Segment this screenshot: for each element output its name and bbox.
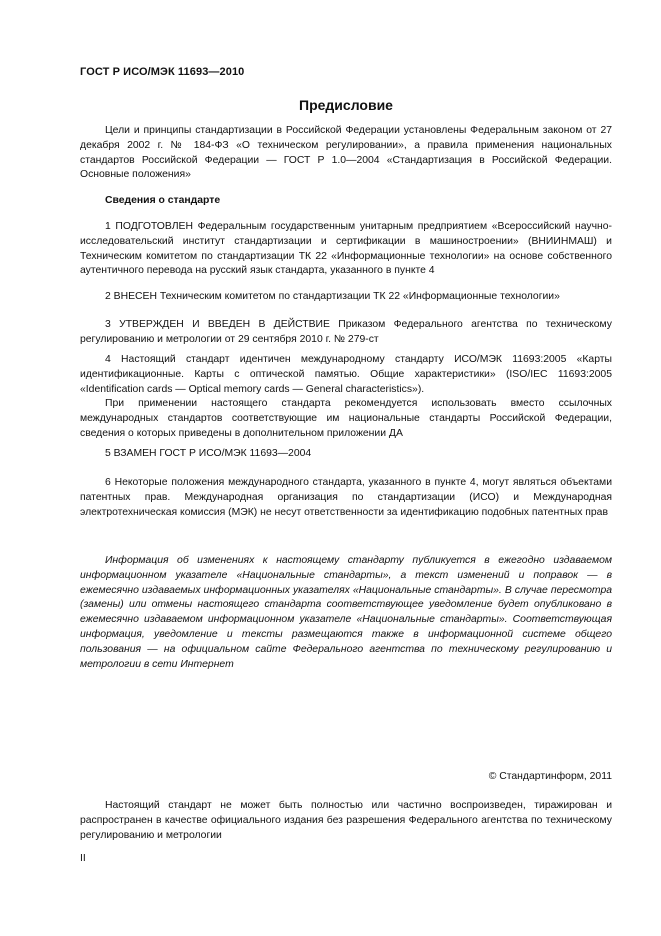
item-2-paragraph: 2 ВНЕСЕН Техническим комитетом по стандартизации ТК 22 «Информационные технологии» — [105, 291, 560, 302]
item-3-paragraph: 3 УТВЕРЖДЕН И ВВЕДЕН В ДЕЙСТВИЕ Приказом Федерального агентства по техническому регулированию и метрологии от 29 сентября 2010 г. № 279-ст — [80, 319, 612, 345]
intro-paragraph: Цели и принципы стандартизации в Российской Федерации установлены Федеральным законом от 27 декабря 2002 г. № 184-ФЗ «О техническом регулировании», а правила применения национальных стандартов Российской Федерации — ГОСТ Р 1.0—2004 «Стандартизация в Российской Федерации. Основные положения» — [80, 125, 612, 181]
copyright-line: © Стандартинформ, 2011 — [488, 771, 612, 782]
item-1-paragraph: 1 ПОДГОТОВЛЕН Федеральным государственным унитарным предприятием «Всероссийский научно-исследовательский институт стандартизации и сертификации в машиностроении» (ВНИИНМАШ) и Техническим комитетом по стандартизации ТК 22 «Информационные технологии» на основе собственного аутентичного перевода на русский язык стандарта, указанного в пункте 4 — [80, 221, 612, 277]
item-6-paragraph: 6 Некоторые положения международного стандарта, указанного в пункте 4, могут являться объектами патентных прав. Международная организация по стандартизации (ИСО) и Международная электротехническая комиссия (МЭК) не несут ответственности за идентификацию подобных патентных прав — [80, 477, 612, 518]
reproduction-notice-paragraph: Настоящий стандарт не может быть полностью или частично воспроизведен, тиражирован и распространен в качестве официального издания без разрешения Федерального агентства по техническому регулированию и метрологии — [80, 800, 612, 841]
item-4-note-paragraph: При применении настоящего стандарта рекомендуется использовать вместо ссылочных международных стандартов соответствующие им национальные стандарты Российской Федерации, сведения о которых приведены в дополнительном приложении ДА — [80, 398, 612, 439]
info-notice-paragraph: Информация об изменениях к настоящему стандарту публикуется в ежегодно издаваемом информационном указателе «Национальные стандарты», а текст изменений и поправок — в ежемесячно издаваемых информационных указателях «Национальные стандарты». В случае пересмотра (замены) или отмены настоящего стандарта соответствующее уведомление будет опубликовано в ежемесячно издаваемом информационном указателе «Национальные стандарты». Соответствующая информация, уведомление и тексты размещаются также в информационной системе общего пользования — на официальном сайте Федерального агентства по техническому регулированию и метрологии в сети Интернет — [80, 555, 612, 670]
standard-code-header: ГОСТ Р ИСО/МЭК 11693—2010 — [80, 66, 245, 78]
item-4-paragraph: 4 Настоящий стандарт идентичен международному стандарту ИСО/МЭК 11693:2005 «Карты идентификационные. Карты с оптической памятью. Общие характеристики» (ISO/IEC 11693:2005 «Identification cards — Optical memory cards — General characteristics»). — [80, 354, 612, 395]
item-5-paragraph: 5 ВЗАМЕН ГОСТ Р ИСО/МЭК 11693—2004 — [105, 448, 312, 459]
page-number: II — [80, 853, 86, 864]
page-title: Предисловие — [299, 97, 393, 113]
section-heading: Сведения о стандарте — [105, 195, 221, 206]
